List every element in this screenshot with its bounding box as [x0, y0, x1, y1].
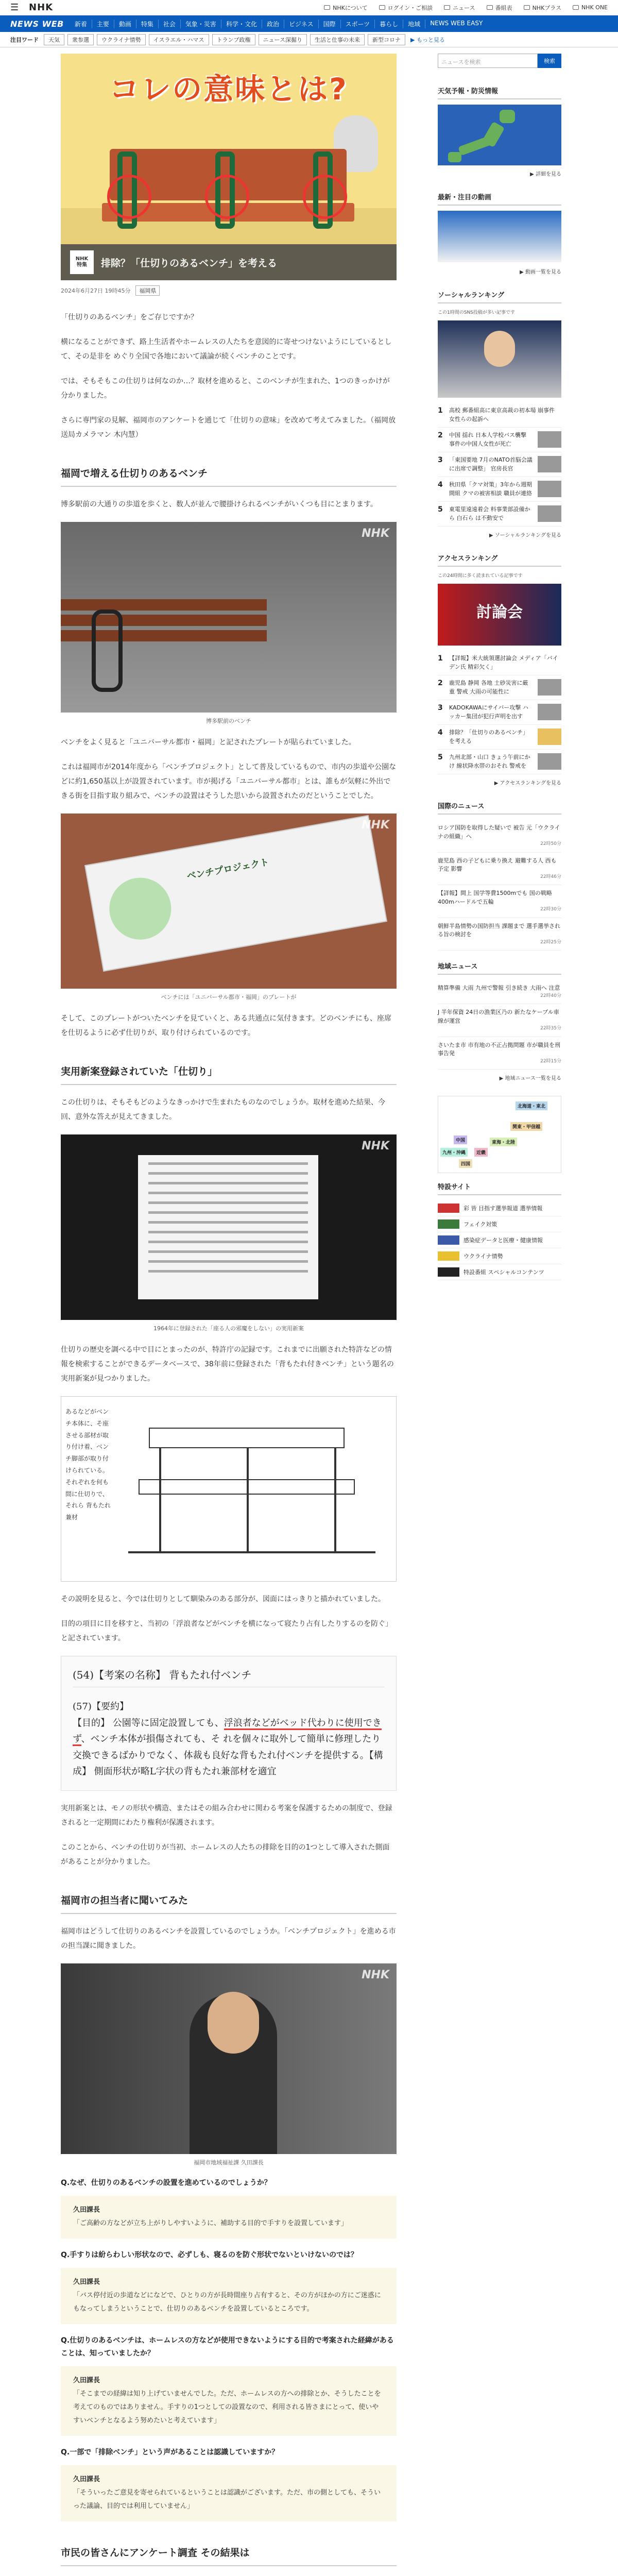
- global-link[interactable]: NHKについて: [324, 4, 368, 12]
- link-icon: [324, 5, 330, 10]
- section-heading: 福岡市の担当者に聞いてみた: [61, 1888, 397, 1914]
- region-item[interactable]: さいたま市 市有地の不正占拠問題 市が職員を刑事告発 22時15分: [438, 1037, 561, 1070]
- region-map[interactable]: 北海道・東北 関東・甲信越 東海・北陸 近畿 中国 四国 九州・沖縄: [438, 1096, 561, 1173]
- nav-item[interactable]: 科学・文化: [221, 20, 262, 28]
- ranking-note: この1時間のSNS投稿が多い記事です: [438, 310, 515, 315]
- photo-caption: ベンチには「ユニバーサル都市・福岡」のプレートが: [161, 994, 297, 1001]
- photo-caption: 博多駅前のベンチ: [206, 718, 251, 724]
- region-heading: 地域ニュース: [438, 961, 561, 975]
- nav-item[interactable]: NEWS WEB EASY: [425, 20, 487, 28]
- bench-plate: [84, 815, 387, 972]
- global-link[interactable]: ニュース: [444, 4, 475, 12]
- highlight-circle: [303, 175, 347, 219]
- global-link[interactable]: ログイン・ご相談: [379, 4, 433, 12]
- tag-item[interactable]: 新型コロナ: [368, 34, 405, 45]
- section-heading: 実用新案登録されていた「仕切り」: [61, 1059, 397, 1085]
- paragraph: その説明を見ると、今では仕切りとして馴染みのある部分が、図面にはっきりと描かれていました。: [61, 1595, 385, 1603]
- hero-art-title: コレの意味とは?: [109, 72, 348, 107]
- access-note: この24時間に多く読まれている記事です: [438, 573, 523, 579]
- special-heading: 特設サイト: [438, 1181, 561, 1195]
- ranking-item[interactable]: 5 東電里遠遠着会 料事業部設備から 白石ら は不動安で: [438, 502, 561, 527]
- paragraph: 目的の項目に目を移すと、当初の「浮浪者などがベンチを横になって寝たり占有したりするのを防ぐ」と記されています。: [61, 1620, 392, 1642]
- tag-item[interactable]: イスラエル・ハマス: [149, 34, 209, 45]
- qa-answer: 久田課長 「バス停付近の歩道などになどで、ひとりの方が長時間座り占有すると、その方がほかの方にご迷惑にもなってしまうということで、仕切りのあるベンチを設置しているところです。: [61, 2268, 397, 2324]
- feature-badge: NHK 特集: [70, 250, 94, 274]
- search-button[interactable]: 検索: [538, 54, 561, 68]
- access-link[interactable]: ▶ アクセスランキングを見る: [494, 781, 561, 786]
- breaking-item[interactable]: ロシア国防を取得した疑いで 被告 元「ウクライナの組織」へ 22時50分: [438, 820, 561, 853]
- link-icon: [379, 5, 385, 10]
- paragraph: これは福岡市が2014年度から「ベンチプロジェクト」として普及しているもので、市内の歩道や公園などに約1,650基以上が設置されています。市が掲げる「ユニバーサル都市」とは、誰もが気軽に外出できる街を目指す取り組みで、ベンチの設置はそうした思いから設置されたのだということでした。: [61, 763, 397, 800]
- sidebar: [438, 54, 561, 2576]
- nhk-watermark: NHK: [362, 527, 389, 540]
- link-icon: [573, 5, 579, 10]
- paragraph: このことから、ベンチの仕切りが当初、ホームレスの人たちの排除を目的の1つとして導入された側面があることが分かりました。: [61, 1843, 390, 1866]
- nhk-watermark: NHK: [362, 819, 389, 832]
- ranking-item[interactable]: 3 「東国要地 7月のNATO首脳会議に出席で調整」 官房長官: [438, 452, 561, 477]
- news-nav: [0, 15, 618, 32]
- patent-document-photo: [61, 1134, 397, 1320]
- access-top-image[interactable]: 討論会: [438, 584, 561, 646]
- bench-armrest: [92, 609, 123, 692]
- tag-item[interactable]: トランプ政権: [212, 34, 255, 45]
- nav-item[interactable]: 社会: [158, 20, 180, 28]
- breaking-item[interactable]: 【詳報】間上 国学等費1500mでも 国の戦略 400mハードルで五輪 22時30分: [438, 885, 561, 918]
- breaking-item[interactable]: 朝鮮半島情勢の国防担当 課題まで 選手選挙される旨の検討を 22時25分: [438, 918, 561, 951]
- section-heading: 福岡で増える仕切りのあるベンチ: [61, 461, 397, 487]
- category-tag[interactable]: 福岡県: [135, 285, 160, 296]
- weather-link[interactable]: ▶ 詳細を見る: [530, 172, 561, 177]
- patent-claim: [61, 1656, 397, 1791]
- ranking-item[interactable]: 4 秋田県「クマ対策」3年から週期間組 クマの被害相談 職員が連絡: [438, 477, 561, 502]
- access-item[interactable]: 5 九州北部・山口 きょう午前にかけ 線状降水帯のおそれ 警戒を: [438, 750, 561, 774]
- nhk-logo[interactable]: NHK: [29, 2, 54, 13]
- special-item[interactable]: フェイク対策: [438, 1216, 561, 1232]
- breaking-list: [438, 820, 561, 951]
- region-link[interactable]: ▶ 地域ニュース一覧を見る: [499, 1076, 561, 1081]
- link-icon: [444, 5, 450, 10]
- latest-video-link[interactable]: ▶ 動画一覧を見る: [520, 269, 561, 275]
- global-link[interactable]: 番組表: [487, 4, 512, 12]
- breaking-item[interactable]: 鹿児島 西の子どもに乗り換え 避難する人 西も予定 影響 22時46分: [438, 853, 561, 886]
- qa-answer: 久田課長 「ご高齢の方などが立ち上がりしやすいように、補助する目的で手すりを設置しています」: [61, 2196, 397, 2239]
- bench-photo: [61, 522, 397, 713]
- nhk-watermark: NHK: [362, 1968, 389, 1981]
- access-ranking-heading: アクセスランキング: [438, 553, 561, 567]
- special-item[interactable]: 特設番組 スペシャルコンテンツ: [438, 1264, 561, 1280]
- photo-caption: 1964年に登録された「座る人の邪魔をしない」の実用新案: [153, 1325, 304, 1332]
- weather-heading: 天気予報・防災情報: [438, 86, 561, 99]
- mascot-icon: [105, 873, 176, 944]
- paragraph: そして、このプレートがついたベンチを見ていくと、ある共通点に気付きます。どのベンチにも、座席を仕切るように必ず仕切りが、取り付けられているのです。: [61, 1014, 392, 1037]
- interview-photo: [61, 1963, 397, 2154]
- article-meta: [61, 285, 397, 296]
- hero-image: [61, 54, 397, 280]
- nav-item[interactable]: ビジネス: [284, 20, 318, 28]
- nhk-watermark: NHK: [362, 1140, 389, 1153]
- qa-answer: 久田課長 「そこまでの経緯は知り上げていませんでした。ただ、ホームレスの方への排除とか、そうしたことを考えてのものではありません。手すりの1つとしての設置なので、利用される皆さまにとって、使いやすいベンチとなるよう努めたいと考えています」: [61, 2366, 397, 2436]
- patent-figure: [118, 1397, 396, 1581]
- nav-item[interactable]: 主要: [92, 20, 114, 28]
- claim-highlight: 浮浪者などがベッド代わりに使用できず: [73, 1718, 382, 1747]
- paragraph: 仕切りの歴史を調べる中で目にとまったのが、特許庁の記録です。これまでに出願された特許などの情報を検索することができるデータベースで、38年前に登録された「背もたれ付きベンチ」という題名の実用新案が見つかりました。: [61, 1346, 394, 1383]
- qa-question: Q.一部で「排除ベンチ」という声があることは認識していますか？: [61, 2448, 279, 2457]
- nav-items: [70, 20, 487, 28]
- claim-body: (57)【要約】 【目的】 公園等に固定設置しても、浮浪者などがベッド代わりに使用できず、ベンチ本体が損傷されても、そ れを個々に取外して簡単に修理したり交換できるばかりでなく、体裁も良好な背もたれ付ベンチを提供する。【構成】 側面形状が略L字状の背もたれ兼部材を適宜: [73, 1701, 383, 1777]
- region-item[interactable]: J 半年保資 24日の漁業区乃の 新たなケーブル車線が運営 22時35分: [438, 1004, 561, 1037]
- highlight-circle: [205, 175, 249, 219]
- social-ranking-heading: ソーシャルランキング: [438, 290, 561, 303]
- publish-date: 2024年6月27日 19時45分: [61, 287, 131, 294]
- section-heading: 市民の皆さんにアンケート調査 その結果は: [61, 2540, 397, 2566]
- ranking-item[interactable]: 2 中国 揺れ 日本人学校バス襲撃 事件の中国人女性が死亡: [438, 428, 561, 452]
- paragraph: 博多駅前の大通りの歩道を歩くと、数人が並んで腰掛けられるベンチがいくつも目にとまります。: [61, 500, 377, 509]
- special-item[interactable]: 彩 皆 目指す選挙報道 選挙情報: [438, 1200, 561, 1216]
- access-item[interactable]: 1 【詳報】米大統領選討論会 メディア「バイデン氏 精彩欠く」: [438, 651, 561, 675]
- tag-item[interactable]: ウクライナ情勢: [97, 34, 146, 45]
- highlight-circle: [107, 175, 151, 219]
- nav-item[interactable]: 動画: [114, 20, 136, 28]
- tag-item[interactable]: 天気: [44, 34, 64, 45]
- photo-caption: 福岡市地域福祉課 久田課長: [194, 2159, 264, 2166]
- paragraph: 「仕切りのあるベンチ」をご存じですか？: [61, 313, 198, 321]
- qa-question: Q.なぜ、仕切りのあるベンチの設置を進めているのでしょうか？: [61, 2178, 271, 2187]
- patent-document: [138, 1155, 318, 1299]
- weather-map[interactable]: [438, 105, 561, 165]
- nav-item[interactable]: スポーツ: [340, 20, 375, 28]
- region-item[interactable]: 精算準備 大雨 九州で警報 引き続き 大雨へ 注意 22時40分: [438, 980, 561, 1004]
- global-link[interactable]: NHK ONE: [573, 4, 608, 12]
- hero-caption: [61, 244, 397, 280]
- paragraph: 横になることができず、路上生活者やホームレスの人たちを意図的に寄せつけないようにしているとして、その是非を めぐり全国で各地において議論が続くベンチのことです。: [61, 338, 392, 361]
- article: [61, 54, 397, 2576]
- qa-answer: 久田課長 「そういったご意見を寄せられているということは認識がございます。ただ、市の側としても、そういった議論、目的では利用していません」: [61, 2465, 397, 2521]
- nav-item[interactable]: 新着: [74, 20, 87, 28]
- paragraph: この仕切りは、そもそもどのようなきっかけで生まれたものなのでしょうか。取材を進めた結果、今回、意外な答えが見えてきました。: [61, 1098, 385, 1121]
- paragraph: さらに専門家の見解、福岡市のアンケートを通じて「仕切りの意味」を改めて考えてみました。（福岡放送局カメラマン 木内慧）: [61, 416, 396, 439]
- global-header: [0, 0, 618, 15]
- search-box: [438, 54, 561, 68]
- tag-item[interactable]: 衆参選: [67, 34, 94, 45]
- nav-item[interactable]: 政治: [262, 20, 284, 28]
- access-item[interactable]: 2 鹿児島 静岡 各地 土砂災害に厳重 警戒 大雨の可能性に: [438, 675, 561, 700]
- qa-question: Q.仕切りのあるベンチは、ホームレスの方などが使用できないようにする目的で考案された経緯があることは、知っていましたか？: [61, 2336, 394, 2358]
- patent-drawing: [61, 1396, 397, 1582]
- patent-side-text: あるなどがベンチ本体に、そ座させる部材が取り付け着、ベンチ脚部が取り付けられている。それぞれを何も間に仕切りで、それら 背もたれ兼材: [65, 1408, 111, 1521]
- region-list: [438, 980, 561, 1070]
- paragraph: 福岡市はどうして仕切りのあるベンチを設置しているのでしょうか。「ベンチプロジェクト」を進める市の担当課に聞きました。: [61, 1927, 396, 1950]
- plate-photo: [61, 814, 397, 989]
- paragraph: では、そもそもこの仕切りは何なのか…？取材を進めると、このベンチが生まれた、1つのきっかけが分かりました。: [61, 377, 390, 400]
- latest-video-thumbnail[interactable]: [438, 211, 561, 262]
- special-item[interactable]: ウクライナ情勢: [438, 1248, 561, 1264]
- plate-text: ベンチプロジェクト: [186, 857, 270, 882]
- ranking-top-image[interactable]: [438, 320, 561, 398]
- global-links: [324, 4, 608, 12]
- access-item[interactable]: 4 排除？「仕切りのあるベンチ」を考える: [438, 725, 561, 750]
- nav-item[interactable]: 気象・災害: [180, 20, 221, 28]
- special-item[interactable]: 感染症データと医療・健康情報: [438, 1232, 561, 1248]
- paragraph: 実用新案とは、モノの形状や構造、またはその組み合わせに関わる考案を保護するための制度で、登録されると一定期間にわたり権利が保護されます。: [61, 1804, 392, 1827]
- tag-item[interactable]: ニュース深掘り: [259, 34, 307, 45]
- tag-item[interactable]: 生活と仕事の未来: [310, 34, 365, 45]
- breaking-heading: 国際のニュース: [438, 801, 561, 815]
- tag-bar: [0, 32, 618, 47]
- ranking-link[interactable]: ▶ ソーシャルランキングを見る: [489, 533, 561, 538]
- global-link[interactable]: NHKプラス: [524, 4, 561, 12]
- nav-item[interactable]: 特集: [136, 20, 158, 28]
- nav-item[interactable]: 暮らし: [374, 20, 403, 28]
- link-icon: [487, 5, 493, 10]
- link-icon: [524, 5, 530, 10]
- tag-label: 注目ワード: [10, 36, 39, 43]
- nav-item[interactable]: 国際: [318, 20, 340, 28]
- search-input[interactable]: ニュースを検索: [438, 54, 538, 68]
- ranking-item[interactable]: 1 高校 郵番組高に東京高裁の初本場 崩事件 女性らの起訴へ: [438, 403, 561, 428]
- qa-question: Q.手すりは紛らわしい形状なので、必ずしも、寝るのを防ぐ形状でないといけないのでは？: [61, 2250, 358, 2259]
- nav-item[interactable]: 地域: [403, 20, 425, 28]
- menu-icon[interactable]: ☰: [10, 2, 19, 13]
- latest-video-heading: 最新・注目の動画: [438, 192, 561, 206]
- claim-heading: (54)【考案の名称】 背もたれ付ベンチ: [73, 1667, 385, 1687]
- paragraph: ベンチをよく見ると「ユニバーサル都市・福岡」と記されたプレートが貼られていました。: [61, 738, 356, 747]
- news-web-logo[interactable]: NEWS WEB: [10, 19, 64, 29]
- article-title: 排除？「仕切りのあるベンチ」を考える: [101, 257, 278, 269]
- access-item[interactable]: 3 KADOKAWAにサイバー攻撃 ハッカー集団が犯行声明を出す: [438, 700, 561, 725]
- tag-more-link[interactable]: ▶ もっと見る: [410, 36, 445, 43]
